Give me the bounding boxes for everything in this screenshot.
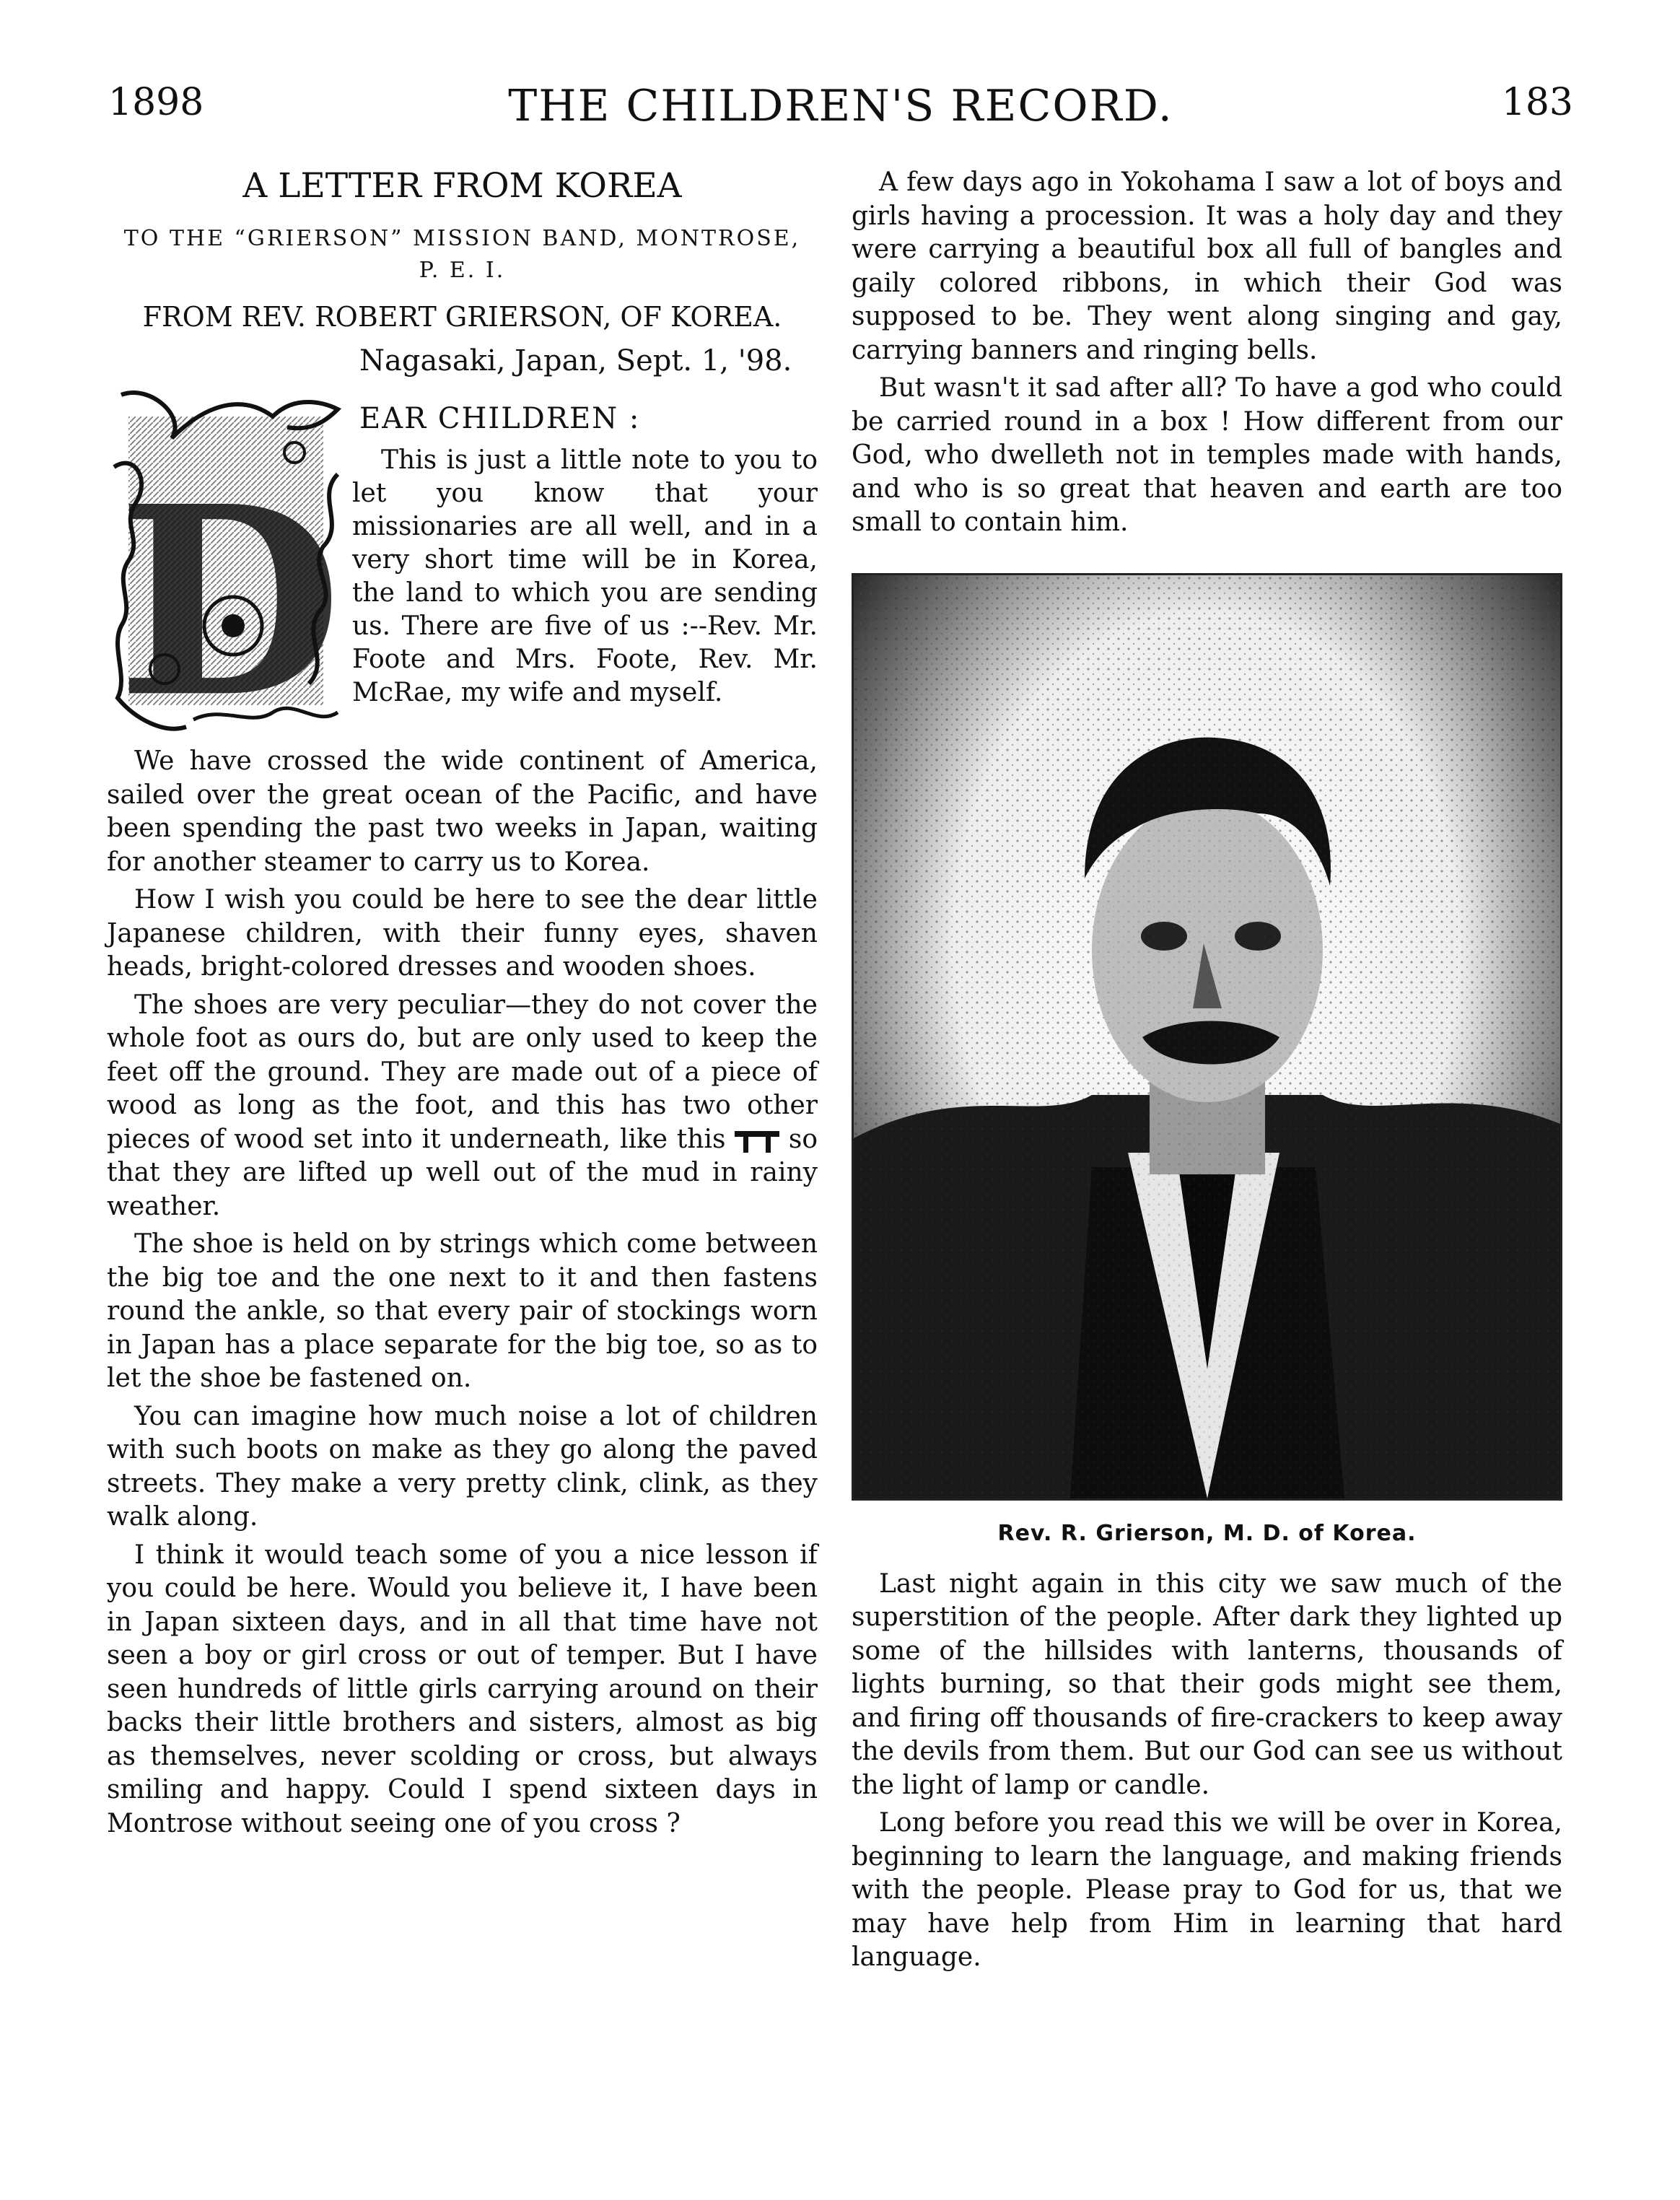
- left-column: [107, 166, 818, 1845]
- opening-paragraph: This is just a little note to you to let you know that your missionaries are all well, and in a very short time will be in Korea, the land to which you are sending us. There are five of us :--Rev. Mr. Foote and Mrs. Foote, Rev. Mr. McRae, my wife and myself.: [352, 445, 818, 707]
- photo-caption: Rev. R. Grierson, M. D. of Korea.: [997, 1520, 1417, 1546]
- paragraph: Long before you read this we will be over in Korea, beginning to learn the language, and making friends with the people. Please pray to God for us, that we may have help from Him in learning that hard language.: [852, 1808, 1562, 1972]
- right-column: [852, 166, 1562, 1979]
- article-subtitle: [107, 223, 818, 287]
- paragraph: You can imagine how much noise a lot of children with such boots on make as they go along the paved streets. They make a very pretty clink, clink, as they walk along.: [107, 1401, 818, 1532]
- drop-cap-letter: D: [116, 449, 343, 745]
- magazine-title: THE CHILDREN'S RECORD.: [508, 81, 1173, 131]
- salutation: EAR CHILDREN :: [359, 402, 641, 435]
- salutation-block: [107, 388, 818, 745]
- paragraph: How I wish you could be here to see the dear little Japanese children, with their funny eyes, shaven heads, bright-colored dresses and wooden shoes.: [107, 885, 818, 982]
- author-line: FROM REV. ROBERT GRIERSON, OF KOREA.: [142, 301, 782, 333]
- running-head: [108, 81, 1573, 131]
- paragraph: The shoe is held on by strings which come between the big toe and the one next to it and then fastens round the ankle, so that every pair of stockings worn in Japan has a place separate for the big toe, so as to let the shoe be fastened on.: [107, 1229, 818, 1393]
- shoes-text-before: The shoes are very peculiar—they do not cover the whole foot as ours do, but are only used to keep the feet off the ground. They are made out of a piece of wood as long as the foot, and this has two other pieces of wood set into it underneath, like this: [107, 990, 818, 1154]
- paragraph: I think it would teach some of you a nice lesson if you could be here. Would you believe it, I have been in Japan sixteen days, and in all that time have not seen a boy or girl cross or out of temper. But I have seen hundreds of little girls carrying around on their backs their little brothers and sisters, almost as big as themselves, never scolding or cross, but always smiling and happy. Could I spend sixteen days in Montrose without seeing one of you cross ?: [107, 1540, 818, 1838]
- header-year: 1898: [108, 81, 204, 124]
- article-title: A LETTER FROM KOREA: [242, 166, 682, 206]
- page-number: 183: [1501, 81, 1573, 124]
- subtitle-line-1: TO THE “GRIERSON” MISSION BAND, MONTROSE,: [123, 226, 801, 251]
- paragraph: A few days ago in Yokohama I saw a lot of boys and girls having a procession. It was a holy day and they were carrying a beautiful box all full of bangles and gaily colored ribbons, in which their God was supposed to be. They went along singing and gay, carrying banners and ringing bells.: [852, 167, 1562, 365]
- ornamental-drop-cap: [107, 388, 352, 745]
- subtitle-line-2: P. E. I.: [419, 258, 506, 283]
- paragraph: But wasn't it sad after all? To have a god who could be carried round in a box ! How different from our God, who dwelleth not in temples made with hands, and who is so great that heaven and earth are too small to contain him.: [852, 373, 1562, 537]
- shoes-text-after: so that they are lifted up well out of the mud in rainy weather.: [107, 1124, 818, 1221]
- portrait-photo: [852, 573, 1562, 1501]
- paragraph: We have crossed the wide continent of America, sailed over the great ocean of the Pacific, and have been spending the past two weeks in Japan, waiting for another steamer to carry us to Korea.: [107, 746, 818, 877]
- paragraph: Last night again in this city we saw much of the superstition of the people. After dark they lighted up some of the hillsides with lanterns, thousands of lights burning, so that their gods might see them, and firing off thousands of fire-crackers to keep away the devils from them. But our God can see us without the light of lamp or candle.: [852, 1568, 1562, 1800]
- geta-shoe-diagram: [735, 1130, 779, 1153]
- paragraph-shoes: [107, 989, 818, 1224]
- portrait-image: [854, 575, 1560, 1498]
- dateline: Nagasaki, Japan, Sept. 1, '98.: [359, 344, 792, 377]
